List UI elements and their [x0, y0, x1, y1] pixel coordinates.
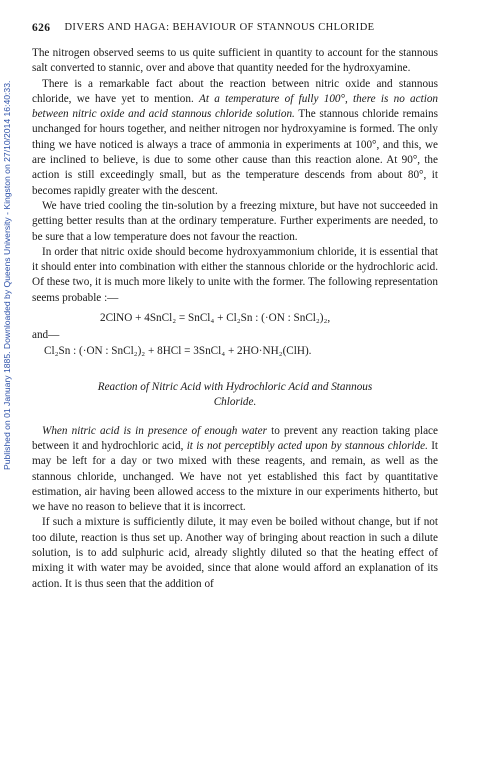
- equation-1: 2ClNO + 4SnCl₂ = SnCl₄ + Cl₂Sn : (·ON : SnCl₂)₂,: [100, 312, 331, 325]
- paragraph-6: If such a mixture is sufficiently dilute, it may even be boiled without change, but if not too dilute, reaction is thus set up. Another way of bringing about reaction in such a dilute solution, is to add sulphuric acid, already slightly diluted so that the heating effect of mixing it with water may be avoided, since that alone would afford an explanation of its action. It is thus seen that the addition of: [32, 516, 438, 590]
- paragraph-5: When nitric acid is in presence of enough water to prevent any reaction taking place between it and hydrochloric acid, it is not perceptibly acted upon by stannous chloride. It may be left for a day or two mixed with these reagents, and remain, as well as the stannous chloride, unchanged. We have not yet established this fact by quantitative estimation, air having been allowed access to the mixture in our experiments hitherto, but we have no reason to believe that it is incorrect.: [32, 424, 439, 514]
- paragraph-1: The nitrogen observed seems to us quite sufficient in quantity to account for the stannous salt converted to stannic, over and above that quantity needed for the hydroxyamine.: [32, 47, 438, 75]
- and-connector: and—: [32, 329, 60, 342]
- running-header: [32, 22, 438, 34]
- page-number: 626: [32, 22, 51, 34]
- emphasis-text: At a temperature of fully 100°, there is no action between nitric oxide and acid stannous chloride solution.: [32, 92, 439, 121]
- section-heading: Reaction of Nitric Acid with Hydrochloric Acid and Stannous Chloride.: [97, 380, 373, 408]
- paragraph-3: We have tried cooling the tin-solution by a freezing mixture, but have not succeeded in getting better results than at the ordinary temperature. Further experiments are needed, to be sure that a low temperature does not favour the reaction.: [32, 199, 438, 243]
- paragraph-2: There is a remarkable fact about the reaction between nitric oxide and stannous chloride, we have yet to mention. At a temperature of fully 100°, there is no action between nitric oxide and acid stannous chloride solution. The stannous chloride remains unchanged for hours together, and neither nitrogen nor hydroxyamine is formed. The only thing we have noticed is always a trace of ammonia in experiments at 100°, and this, we are inclined to believe, is due to some other cause than this reaction alone. At 90°, the action is still exceedingly small, but as the temperature descends from about 80°, it becomes rapidly greater with the descent.: [32, 77, 439, 197]
- page-body: [32, 22, 438, 592]
- paragraph-4: In order that nitric oxide should become hydroxyammonium chloride, it is essential that it should enter into combination with either the stannous chloride or the hydrochloric acid. Of these two, it is much more likely to unite with the former. The following representation seems probable :—: [32, 245, 438, 304]
- equation-2: Cl₂Sn : (·ON : SnCl₂)₂ + 8HCl = 3SnCl₄ + 2HO·NH₂(ClH).: [44, 345, 312, 358]
- running-title: DIVERS AND HAGA: BEHAVIOUR OF STANNOUS CHLORIDE: [64, 22, 375, 33]
- publication-stamp: Published on 01 January 1885. Downloaded by Queens University - Kingston on 27/10/2014 16:40:33.: [2, 80, 12, 470]
